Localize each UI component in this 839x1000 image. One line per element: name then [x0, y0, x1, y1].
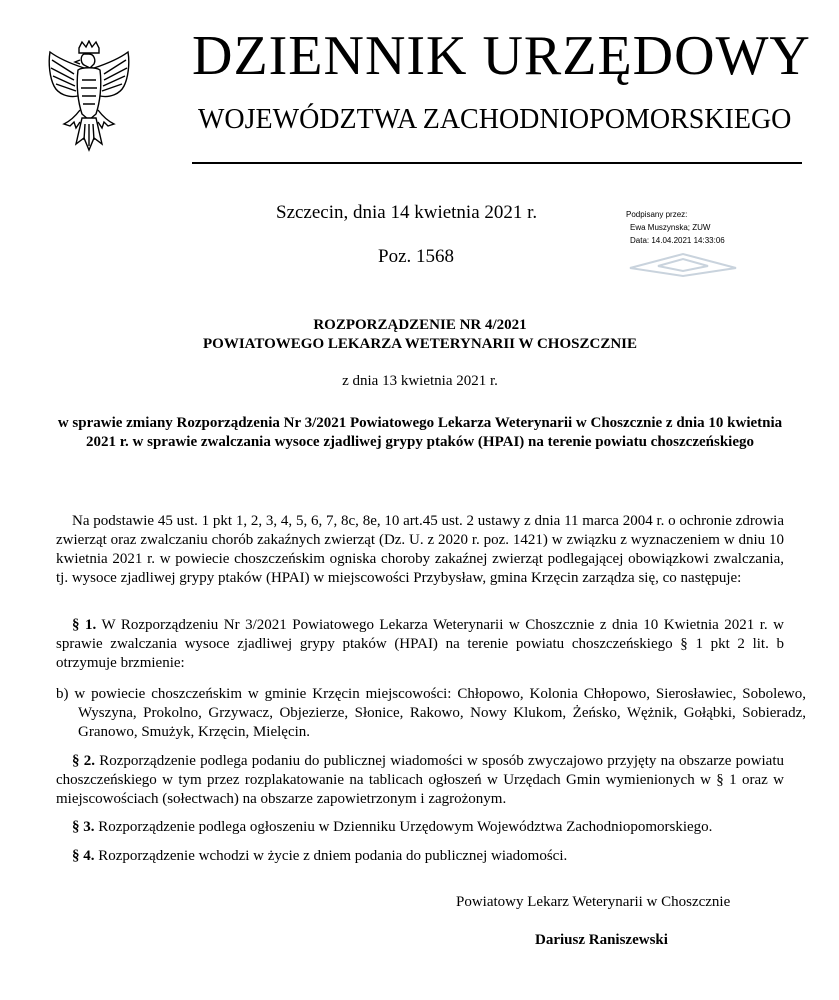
section-1-label: § 1. [72, 617, 97, 633]
section-1-paragraph [56, 616, 784, 673]
e-signature-logo-icon [628, 250, 738, 278]
section-1-text: W Rozporządzeniu Nr 3/2021 Powiatowego Lekarza Weterynarii w Choszcznie z dnia 10 Kwietnia 2021 r. w sprawie zwalczania wysoce zjadliwej grypy ptaków (HPAI) na terenie powiatu choszczeńskiego § 1 pkt 2 lit. b otrzymuje brzmienie: [56, 617, 785, 671]
signature-signer: Ewa Muszynska; ZUW [630, 223, 711, 232]
act-title [40, 316, 800, 354]
issue-place-date: Szczecin, dnia 14 kwietnia 2021 r. [276, 202, 538, 223]
section-4-paragraph [56, 847, 784, 866]
act-date: z dnia 13 kwietnia 2021 r. [342, 373, 498, 389]
section-3-paragraph [56, 818, 784, 837]
act-subject: w sprawie zmiany Rozporządzenia Nr 3/2021 Powiatowego Lekarza Weterynarii w Choszcznie z dnia 10 kwietnia 2021 r. w sprawie zwalczania wysoce zjadliwej grypy ptaków (HPAI) na terenie powiatu choszczeńskiego [57, 415, 783, 450]
preamble-paragraph: Na podstawie 45 ust. 1 pkt 1, 2, 3, 4, 5, 6, 7, 8c, 8e, 10 art.45 ust. 2 ustawy z dnia 11 marca 2004 r. o ochronie zdrowia zwierząt oraz zwalczaniu chorób zakaźnych zwierząt (Dz. U. z 2020 r. poz. 1421) w związku z wyznaczeniem w dniu 10 kwietnia 2021 r. w powiecie choszczeńskim ogniska choroby zakaźnej zwierząt podlegającej obowiązkowi zwalczania, tj. wysoce zjadliwej grypy ptaków (HPAI) w miejscowości Przybysław, gmina Krzęcin zarządza się, co następuje: [56, 513, 784, 586]
header-divider [192, 162, 802, 164]
signature-date: Data: 14.04.2021 14:33:06 [630, 236, 725, 245]
journal-title: DZIENNIK URZĘDOWY [192, 25, 811, 87]
signature-label: Podpisany przez: [626, 210, 688, 219]
section-4-text: Rozporządzenie wchodzi w życie z dniem podania do publicznej wiadomości. [94, 848, 568, 864]
section-4-label: § 4. [72, 848, 95, 864]
digital-signature-block [626, 208, 725, 247]
polish-eagle-emblem-icon [44, 40, 134, 160]
section-3-label: § 3. [72, 819, 95, 835]
section-3-text: Rozporządzenie podlega ogłoszeniu w Dzienniku Urzędowym Województwa Zachodniopomorskiego. [94, 819, 713, 835]
section-2-paragraph [56, 752, 784, 809]
section-2-text: Rozporządzenie podlega podaniu do publicznej wiadomości w sposób zwyczajowo przyjęty na obszarze powiatu choszczeńskiego w tym przez rozplakatowanie na tablicach ogłoszeń w Urzędach Gmin wymienionych w § 1 oraz w miejscowościach (sołectwach) na obszarze zapowietrzonym i zagrożonym. [56, 753, 785, 807]
act-title-line1: ROZPORZĄDZENIE NR 4/2021 [313, 317, 527, 333]
journal-subtitle: WOJEWÓDZTWA ZACHODNIOPOMORSKIEGO [198, 104, 792, 135]
issue-position: Poz. 1568 [378, 246, 454, 267]
section-1-point-b: b) w powiecie choszczeńskim w gminie Krzęcin miejscowości: Chłopowo, Kolonia Chłopowo, Sierosławiec, Sobolewo, Wyszyna, Prokolno, Grzywacz, Objezierze, Słonice, Rakowo, Nowy Klukom, Żeńsko, Wężnik, Gołąbki, Sobieradz, Granowo, Smużyk, Krzęcin, Mielęcin. [56, 686, 806, 740]
signer-role: Powiatowy Lekarz Weterynarii w Choszcznie [456, 894, 731, 910]
section-2-label: § 2. [72, 753, 95, 769]
act-title-line2: POWIATOWEGO LEKARZA WETERYNARII W CHOSZCZNIE [202, 336, 638, 352]
signer-name: Dariusz Raniszewski [535, 932, 668, 948]
